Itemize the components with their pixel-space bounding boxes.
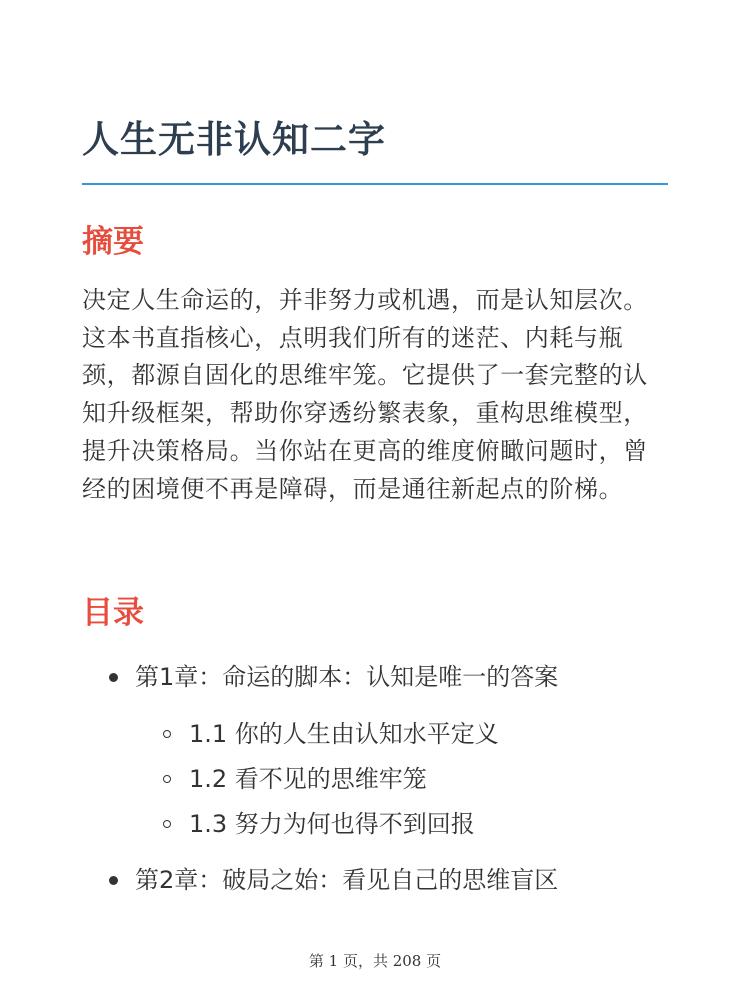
abstract-heading: 摘要 <box>82 224 144 260</box>
bullet-dot-icon <box>109 673 118 682</box>
bullet-circle-icon <box>163 820 171 828</box>
toc-section-1-1: 1.1 你的人生由认知水平定义 <box>189 720 499 748</box>
title-divider <box>82 183 668 185</box>
page-footer: 第 1 页，共 208 页 <box>308 952 442 970</box>
toc-section-1-3: 1.3 努力为何也得不到回报 <box>189 810 475 838</box>
bullet-dot-icon <box>109 876 118 885</box>
toc-chapter-1: 第1章：命运的脚本：认知是唯一的答案 <box>135 663 559 691</box>
toc-section-1-2: 1.2 看不见的思维牢笼 <box>189 765 427 793</box>
page-title: 人生无非认知二字 <box>82 118 386 161</box>
abstract-paragraph: 决定人生命运的，并非努力或机遇，而是认知层次。这本书直指核心，点明我们所有的迷茫、内耗与瓶颈，都源自固化的思维牢笼。它提供了一套完整的认知升级框架，帮助你穿透纷繁表象，重构思维模型，提升决策格局。当你站在更高的维度俯瞰问题时，曾经的困境便不再是障碍，而是通往新起点的阶梯。 <box>82 286 648 503</box>
toc-chapter-2: 第2章：破局之始：看见自己的思维盲区 <box>135 866 559 894</box>
bullet-circle-icon <box>163 775 171 783</box>
toc-heading: 目录 <box>82 595 144 631</box>
bullet-circle-icon <box>163 730 171 738</box>
